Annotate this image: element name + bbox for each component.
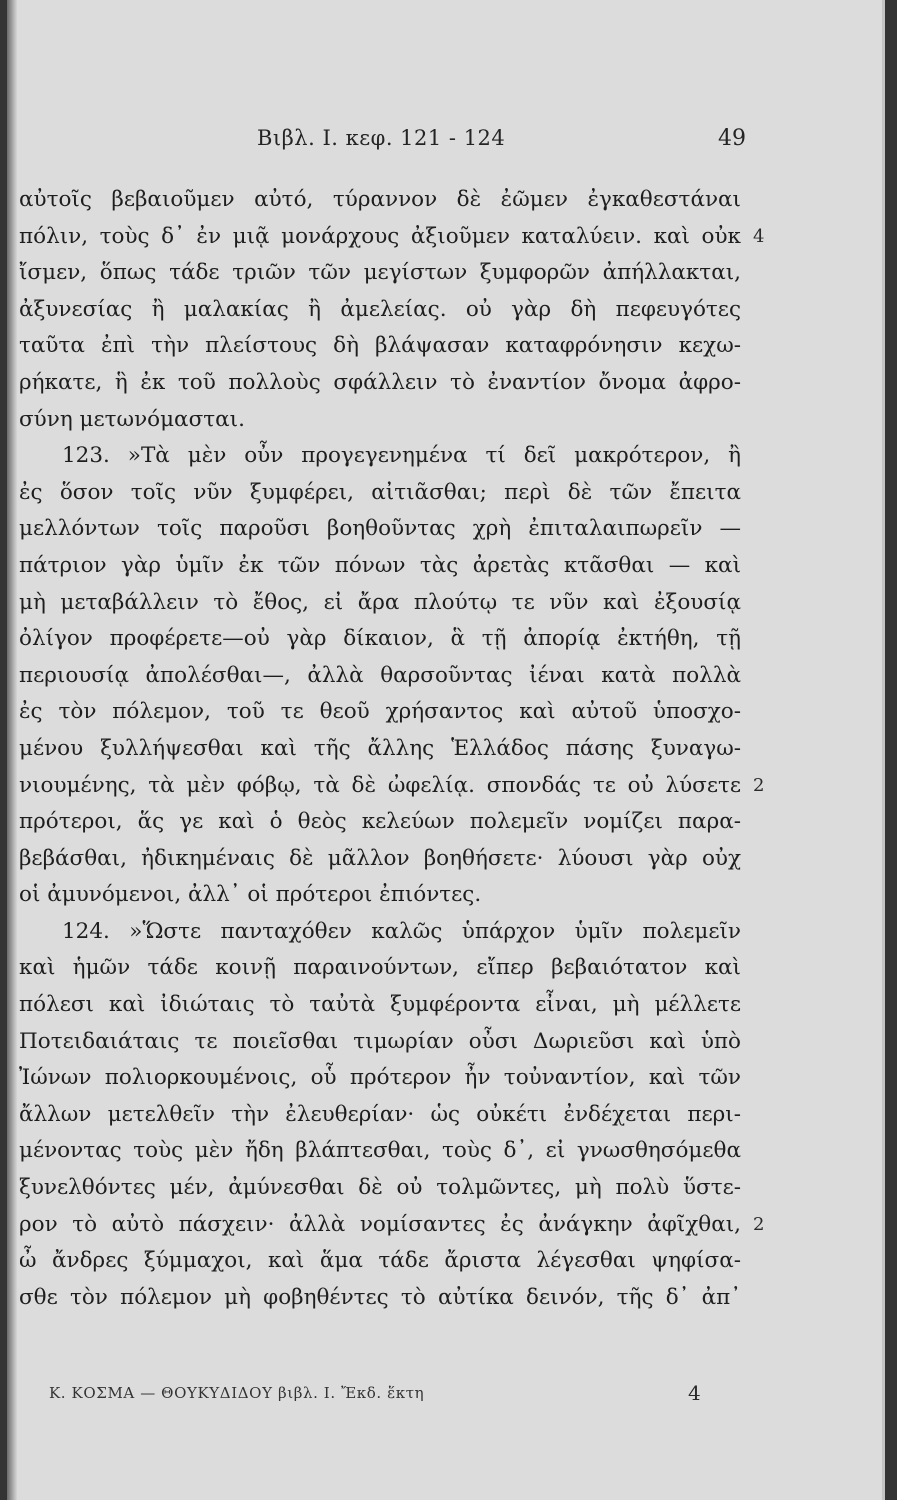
line-text: 123. »Τὰ μὲν οὖν προγεγενημένα τί δεῖ μακρότερον, ἢ bbox=[62, 443, 741, 469]
text-line bbox=[7, 1280, 885, 1317]
text-line bbox=[7, 1170, 885, 1207]
book-page bbox=[7, 0, 885, 1500]
text-line bbox=[7, 658, 885, 695]
line-text: οἱ ἀμυνόμενοι, ἀλλ᾽ οἱ πρότεροι ἐπιόντες. bbox=[19, 882, 482, 908]
line-text: Ποτειδαιάταις τε ποιεῖσθαι τιμωρίαν οὖσι Δωριεῦσι καὶ ὑπὸ bbox=[19, 1028, 741, 1054]
text-line bbox=[7, 694, 885, 731]
text-line bbox=[7, 841, 885, 878]
line-text: πάτριον γὰρ ὑμῖν ἐκ τῶν πόνων τὰς ἀρετὰς κτᾶσθαι — καὶ bbox=[19, 552, 741, 578]
text-line bbox=[7, 475, 885, 512]
running-head bbox=[7, 126, 885, 156]
text-line bbox=[7, 292, 885, 329]
line-text: Ἰώνων πολιορκουμένοις, οὗ πρότερον ἦν τοὐναντίον, καὶ τῶν bbox=[19, 1065, 741, 1091]
signature-mark: 4 bbox=[688, 1381, 701, 1405]
page-number: 49 bbox=[718, 126, 746, 151]
text-line bbox=[7, 804, 885, 841]
line-text: πρότεροι, ἅς γε καὶ ὁ θεὸς κελεύων πολεμεῖν νομίζει παρα- bbox=[19, 809, 741, 835]
line-text: μελλόντων τοῖς παροῦσι βοηθοῦντας χρὴ ἐπιταλαιπωρεῖν — bbox=[19, 516, 741, 542]
text-line bbox=[7, 914, 885, 951]
margin-section-number: 4 bbox=[753, 225, 765, 247]
line-text: ἀξυνεσίας ἢ μαλακίας ἢ ἀμελείας. οὐ γὰρ δὴ πεφευγότες bbox=[19, 296, 741, 322]
line-text: βεβάσθαι, ἠδικημέναις δὲ μᾶλλον βοηθήσετε· λύουσι γὰρ οὐχ bbox=[19, 845, 741, 871]
line-text: ἐς τὸν πόλεμον, τοῦ τε θεοῦ χρήσαντος καὶ αὐτοῦ ὑποσχο- bbox=[19, 699, 741, 725]
line-text: ὦ ἄνδρες ξύμμαχοι, καὶ ἅμα τάδε ἄριστα λέγεσθαι ψηφίσα- bbox=[19, 1248, 741, 1274]
text-line bbox=[7, 548, 885, 585]
text-line bbox=[7, 402, 885, 439]
text-line bbox=[7, 731, 885, 768]
line-text: μένου ξυλλήψεσθαι καὶ τῆς ἄλλης Ἑλλάδος πάσης ξυναγω- bbox=[19, 735, 741, 761]
line-text: ρον τὸ αὐτὸ πάσχειν· ἀλλὰ νομίσαντες ἐς ἀνάγκην ἀφῖχθαι, bbox=[19, 1211, 741, 1237]
line-text: 124. »Ὥστε πανταχόθεν καλῶς ὑπάρχον ὑμῖν πολεμεῖν bbox=[62, 918, 741, 944]
text-line bbox=[7, 768, 885, 805]
text-line bbox=[7, 182, 885, 219]
text-line bbox=[7, 1024, 885, 1061]
text-line bbox=[7, 365, 885, 402]
line-text: ἄλλων μετελθεῖν τὴν ἐλευθερίαν· ὡς οὐκέτι ἐνδέχεται περι- bbox=[19, 1101, 741, 1127]
running-title: Βιβλ. Ι. κεφ. 121 - 124 bbox=[257, 126, 506, 150]
text-line bbox=[7, 1097, 885, 1134]
text-line bbox=[7, 621, 885, 658]
line-text: καὶ ἡμῶν τάδε κοινῇ παραινούντων, εἴπερ βεβαιότατον καὶ bbox=[19, 955, 741, 981]
margin-section-number: 2 bbox=[753, 774, 765, 796]
line-text: σθε τὸν πόλεμον μὴ φοβηθέντες τὸ αὐτίκα δεινόν, τῆς δ᾽ ἀπ᾽ bbox=[19, 1284, 741, 1310]
line-text: νιουμένης, τὰ μὲν φόβῳ, τὰ δὲ ὠφελίᾳ. σπονδάς τε οὐ λύσετε bbox=[19, 772, 741, 798]
line-text: ἐς ὅσον τοῖς νῦν ξυμφέρει, αἰτιᾶσθαι; περὶ δὲ τῶν ἔπειτα bbox=[19, 479, 741, 505]
line-text: ταῦτα ἐπὶ τὴν πλείστους δὴ βλάψασαν καταφρόνησιν κεχω- bbox=[19, 333, 741, 359]
margin-section-number: 2 bbox=[753, 1213, 765, 1235]
text-line bbox=[7, 877, 885, 914]
footer-imprint: Κ. ΚΟΣΜΑ — ΘΟΥΚΥΔΙΔΟΥ βιβλ. Ι. Ἔκδ. ἕκτη bbox=[49, 1384, 425, 1402]
text-line bbox=[7, 585, 885, 622]
page-footer bbox=[7, 1381, 885, 1410]
text-line bbox=[7, 1133, 885, 1170]
line-text: ξυνελθόντες μέν, ἀμύνεσθαι δὲ οὐ τολμῶντες, μὴ πολὺ ὕστε- bbox=[19, 1175, 741, 1201]
text-line bbox=[7, 219, 885, 256]
text-line bbox=[7, 255, 885, 292]
line-text: αὐτοῖς βεβαιοῦμεν αὐτό, τύραννον δὲ ἐῶμεν ἐγκαθεστάναι bbox=[19, 187, 741, 212]
text-line bbox=[7, 328, 885, 365]
line-text: μένοντας τοὺς μὲν ἤδη βλάπτεσθαι, τοὺς δ᾽, εἰ γνωσθησόμεθα bbox=[19, 1138, 741, 1164]
text-block bbox=[7, 182, 885, 1316]
text-line bbox=[7, 1243, 885, 1280]
line-text: ἴσμεν, ὅπως τάδε τριῶν τῶν μεγίστων ξυμφορῶν ἀπήλλακται, bbox=[19, 260, 741, 286]
text-line bbox=[7, 511, 885, 548]
line-text: πόλιν, τοὺς δ᾽ ἐν μιᾷ μονάρχους ἀξιοῦμεν καταλύειν. καὶ οὐκ bbox=[19, 223, 741, 249]
line-text: ὀλίγον προφέρετε—οὐ γὰρ δίκαιον, ἃ τῇ ἀπορίᾳ ἐκτήθη, τῇ bbox=[19, 626, 741, 652]
line-text: σύνη μετωνόμασται. bbox=[19, 406, 245, 432]
line-text: μὴ μεταβάλλειν τὸ ἔθος, εἰ ἄρα πλούτῳ τε νῦν καὶ ἐξουσίᾳ bbox=[19, 589, 741, 615]
line-text: ρήκατε, ἣ ἐκ τοῦ πολλοὺς σφάλλειν τὸ ἐναντίον ὄνομα ἀφρο- bbox=[19, 369, 741, 395]
text-line bbox=[7, 987, 885, 1024]
text-line bbox=[7, 1060, 885, 1097]
text-line bbox=[7, 1207, 885, 1244]
line-text: περιουσίᾳ ἀπολέσθαι—, ἀλλὰ θαρσοῦντας ἰέναι κατὰ πολλὰ bbox=[19, 662, 741, 688]
text-line bbox=[7, 950, 885, 987]
line-text: πόλεσι καὶ ἰδιώταις τὸ ταὐτὰ ξυμφέροντα εἶναι, μὴ μέλλετε bbox=[19, 992, 741, 1018]
text-line bbox=[7, 438, 885, 475]
